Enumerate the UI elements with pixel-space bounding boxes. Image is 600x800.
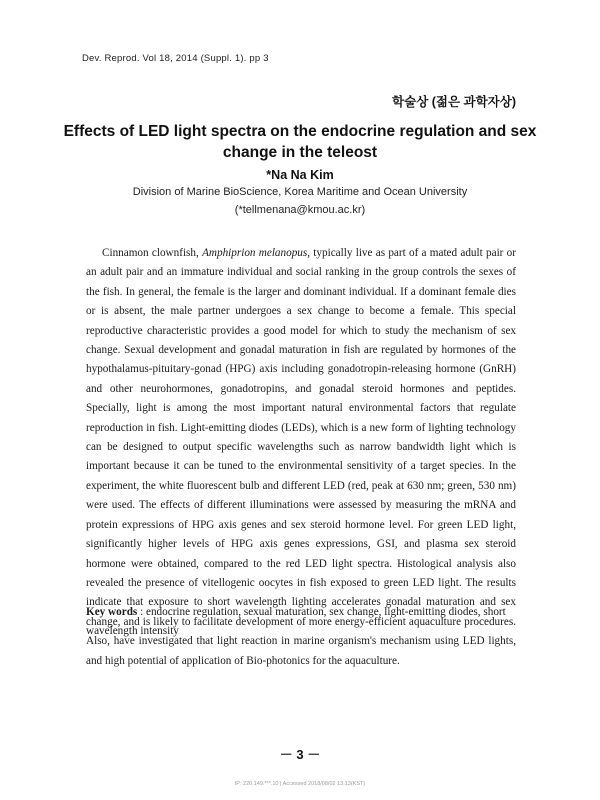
- abstract-body: , typically live as part of a mated adult pair or an adult pair and an immature individual and social ranking in the group controls the sexes of the fish. In general, the female is the larger and dominant individual. If a dominant female dies or is absent, the male partner undergoes a sex change to become a female. This special reproductive characteristic provides a good model for which to study the mechanism of sex change. Sexual development and gonadal maturation in fish are regulated by hormones of the hypothalamus-pituitary-gonad (HPG) axis including gonadotropin-releasing hormone (GnRH) and other neurohormones, gonadotropins, and gonadal steroid hormones and peptides. Specially, light is among the most important natural environmental factors that regulate reproduction in fish. Light-emitting diodes (LEDs), which is a new form of lighting technology can be designed to output specific wavelengths such as narrow bandwidth light which is important because it can be tuned to the environmental sensitivity of a target species. In the experiment, the white fluorescent bulb and different LED (red, peak at 630 nm; green, 530 nm) were used. The effects of different illuminations were assessed by measuring the mRNA and protein expressions of HPG axis genes and sex steroid hormone level. For green LED light, significantly higher levels of HPG axis genes expressions, GSI, and plasma sex steroid hormone were obtained, compared to the red LED light spectra. Histological analysis also revealed the presence of vitellogenic oocytes in fish exposed to green LED light. The results indicate that exposure to short wavelength lighting accelerates gonadal maturation and sex change, and is likely to facilitate development of more energy-efficient aquaculture procedures. Also, have investigated that light reaction in marine organism's mechanism using LED lights, and high potential of application of Bio-photonics for the aquaculture.: [86, 247, 516, 667]
- abstract-lead: Cinnamon clownfish,: [102, 247, 203, 259]
- page-number: － 3 －: [279, 747, 321, 762]
- author-affiliation: Division of Marine BioScience, Korea Maritime and Ocean University: [132, 186, 468, 198]
- keywords-label: Key words: [86, 606, 138, 618]
- author-name: *Na Na Kim: [266, 168, 334, 182]
- keywords-section: [86, 603, 516, 642]
- access-watermark: IP: 220.149.***.10 | Accessed 2018/08/02 13:13(KST): [234, 781, 366, 787]
- author-email: (*tellmenana@kmou.ac.kr): [234, 204, 366, 216]
- journal-citation: Dev. Reprod. Vol 18, 2014 (Suppl. 1). pp 3: [82, 53, 269, 64]
- keywords-list: : endocrine regulation, sexual maturation, sex change, light-emitting diodes, short wavelength intensity: [86, 606, 506, 638]
- award-label: 학술상 (젊은 과학자상): [392, 95, 516, 109]
- paper-title: Effects of LED light spectra on the endocrine regulation and sex change in the teleost: [63, 123, 537, 161]
- species-name: Amphiprion melanopus: [202, 247, 308, 259]
